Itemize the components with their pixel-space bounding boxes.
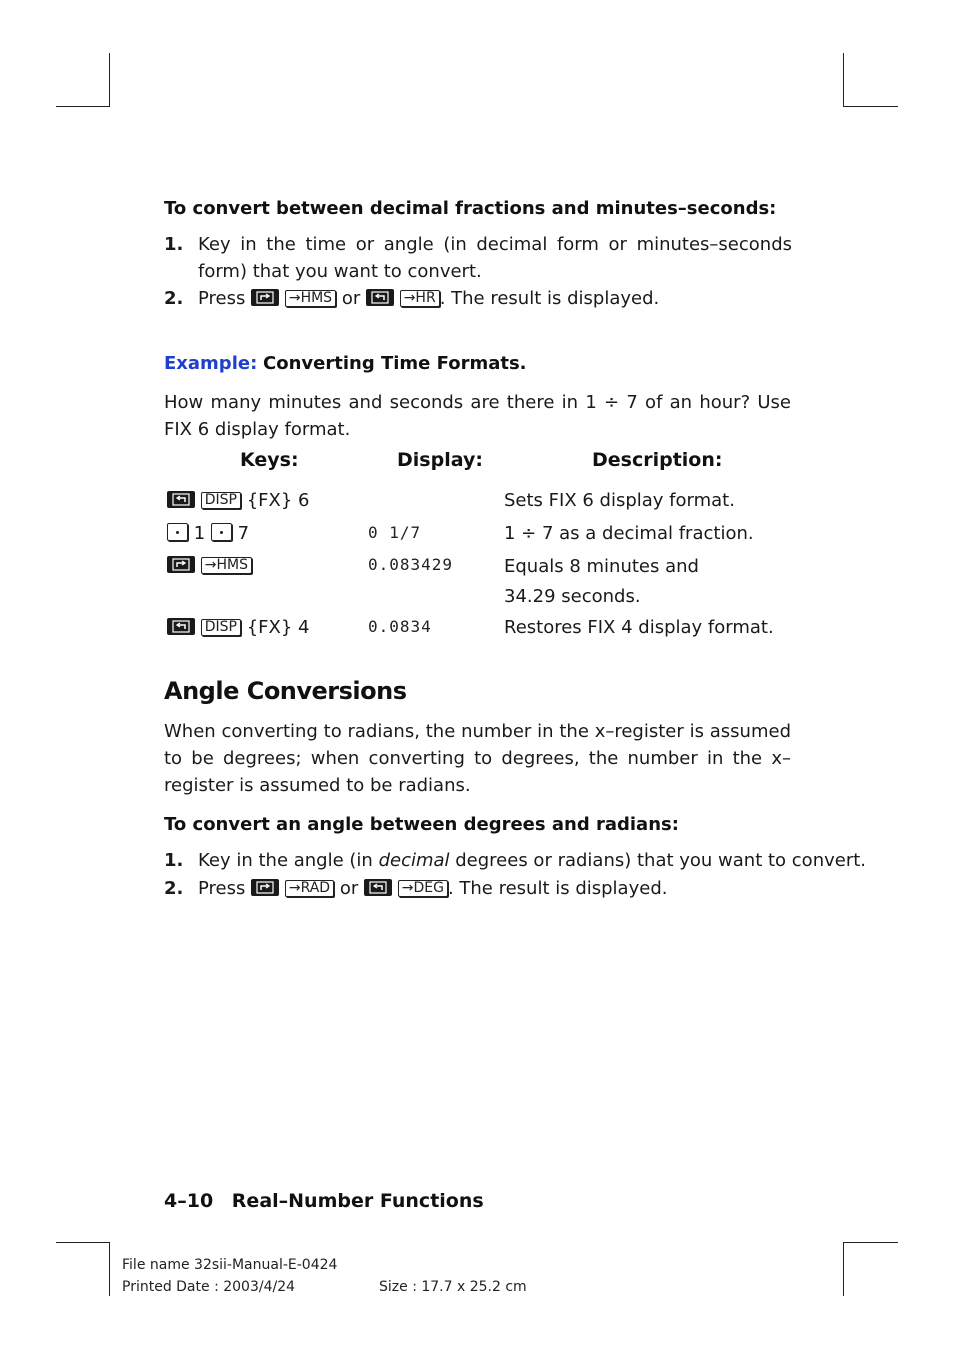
press-text: Press xyxy=(198,288,246,309)
table-row xyxy=(167,520,249,547)
decimal-point-key-icon xyxy=(167,523,188,541)
crop-mark xyxy=(843,53,844,107)
example-label: Example: xyxy=(164,353,258,374)
step-number: 2. xyxy=(164,288,184,309)
hms-key: →HMS xyxy=(201,557,252,574)
step-1 xyxy=(164,847,867,874)
keys-text: 7 xyxy=(237,523,250,544)
step-1 xyxy=(164,231,792,285)
example-text: How many minutes and seconds are there in 1 ÷ 7 of an hour? Use FIX 6 display format. xyxy=(164,392,791,440)
right-shift-key-icon xyxy=(167,556,195,573)
page-number: 4–10 xyxy=(164,1190,214,1212)
right-shift-key-icon xyxy=(251,289,279,306)
left-shift-key-icon xyxy=(366,289,394,306)
deg-key: →DEG xyxy=(398,880,448,897)
step-text: Key in the angle (in xyxy=(198,850,379,871)
step-emphasis: decimal xyxy=(378,850,450,871)
left-shift-key-icon xyxy=(364,879,392,896)
disp-key: DISP xyxy=(201,619,241,636)
step-text: Key in the time or angle (in decimal form or minutes–seconds form) that you want to convert. xyxy=(198,234,792,282)
decimal-minutes-heading: To convert between decimal fractions and minutes–seconds: xyxy=(164,198,777,219)
keys-header: Keys: xyxy=(240,449,299,471)
step-2 xyxy=(164,875,667,902)
description-text: 1 ÷ 7 as a decimal fraction. xyxy=(504,523,754,544)
keys-text: 1 xyxy=(193,523,206,544)
right-shift-key-icon xyxy=(251,879,279,896)
printed-date: Printed Date : 2003/4/24 xyxy=(122,1279,296,1295)
hms-key: →HMS xyxy=(285,290,336,307)
or-text: or xyxy=(341,288,361,309)
table-row xyxy=(167,614,309,641)
left-shift-key-icon xyxy=(167,618,195,635)
step-number: 2. xyxy=(164,878,184,899)
disp-key: DISP xyxy=(201,492,241,509)
result-text: . The result is displayed. xyxy=(439,288,660,309)
keys-text: {FX} 6 xyxy=(246,490,310,511)
example-heading xyxy=(164,353,527,374)
description-text: Restores FIX 4 display format. xyxy=(504,617,774,638)
degrees-radians-heading: To convert an angle between degrees and radians: xyxy=(164,814,679,835)
description-text: Sets FIX 6 display format. xyxy=(504,490,735,511)
table-row xyxy=(167,487,309,514)
step-number: 1. xyxy=(164,234,184,255)
crop-mark xyxy=(843,106,898,107)
page-size: Size : 17.7 x 25.2 cm xyxy=(379,1279,527,1295)
chapter-title: Real–Number Functions xyxy=(231,1190,484,1212)
file-name: File name 32sii-Manual-E-0424 xyxy=(122,1257,338,1273)
hr-key: →HR xyxy=(400,290,440,307)
angle-intro: When converting to radians, the number in the x–register is assumed to be degrees; when converting to degrees, the number in the x–register is assumed to be radians. xyxy=(164,721,791,796)
result-text: . The result is displayed. xyxy=(447,878,668,899)
display-value: 0 1/7 xyxy=(368,523,422,542)
decimal-point-key-icon xyxy=(211,523,232,541)
or-text: or xyxy=(339,878,359,899)
press-text: Press xyxy=(198,878,246,899)
rad-key: →RAD xyxy=(285,880,334,897)
crop-mark xyxy=(843,1242,898,1243)
left-shift-key-icon xyxy=(167,491,195,508)
table-row xyxy=(167,552,252,579)
page-footer xyxy=(164,1190,484,1212)
display-value: 0.083429 xyxy=(368,555,454,574)
crop-mark xyxy=(56,1242,110,1243)
section-title: Angle Conversions xyxy=(164,677,407,705)
display-header: Display: xyxy=(397,449,483,471)
keys-text: {FX} 4 xyxy=(246,617,310,638)
crop-mark xyxy=(56,106,110,107)
crop-mark xyxy=(109,53,110,107)
description-header: Description: xyxy=(592,449,723,471)
crop-mark xyxy=(109,1242,110,1296)
step-text: degrees or radians) that you want to convert. xyxy=(449,850,867,871)
description-text: Equals 8 minutes and 34.29 seconds. xyxy=(504,556,699,607)
step-number: 1. xyxy=(164,850,184,871)
display-value: 0.0834 xyxy=(368,617,432,636)
example-title: Converting Time Formats. xyxy=(263,353,527,374)
step-2 xyxy=(164,285,792,312)
crop-mark xyxy=(843,1242,844,1296)
